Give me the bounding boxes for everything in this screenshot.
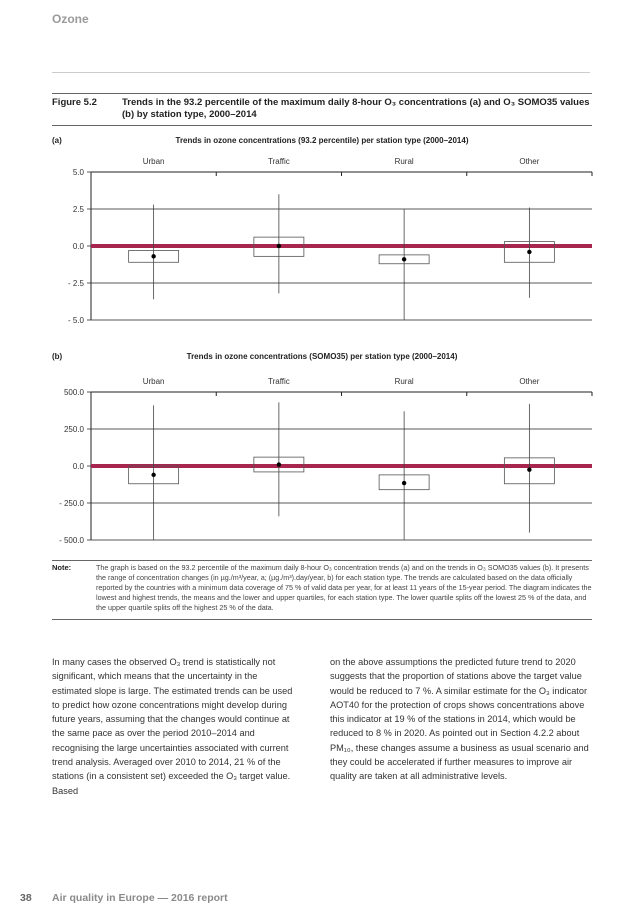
page-footer — [20, 892, 228, 904]
chart-a-mean-marker — [527, 250, 531, 254]
body-column-right: on the above assumptions the predicted future trend to 2020 suggests that the proportion of stations above the target value would be reduced to 7 %. A similar estimate for the O₃ indicator AOT40 for the protection of crops shows concentrations above this indicator at 19 % of the stations in 2014, which would be reduced to 8 % in 2020. As pointed out in Section 4.2.2 about PM₁₀, these changes assume a business as usual scenario and they could be accelerated if further measures to improve air quality are taken at all administrative levels. — [330, 657, 589, 782]
chart-a-tick-label: 2.5 — [72, 205, 84, 214]
chart-b-category-label: Rural — [394, 377, 414, 386]
chart-a-tick-label: - 5.0 — [67, 316, 84, 325]
chart-b-category-label: Urban — [142, 377, 165, 386]
chart-b — [0, 370, 640, 550]
chart-a-mean-marker — [277, 244, 281, 248]
chart-b-tick-label: 500.0 — [63, 388, 84, 397]
chart-b-tick-label: - 250.0 — [59, 499, 84, 508]
chart-a-category-label: Traffic — [267, 157, 290, 166]
page-number: 38 — [20, 892, 32, 904]
chart-a-tick-label: 0.0 — [72, 242, 84, 251]
chart-a-category-label: Other — [519, 157, 540, 166]
chart-b-category-label: Other — [519, 377, 540, 386]
panel-b-title: Trends in ozone concentrations (SOMO35) per station type (2000–2014) — [186, 352, 458, 361]
note-label: Note: — [52, 563, 72, 572]
chart-b-tick-label: - 500.0 — [59, 536, 84, 545]
panel-a-label: (a) — [52, 136, 62, 145]
section-header: Ozone — [52, 12, 89, 26]
panel-a-title: Trends in ozone concentrations (93.2 percentile) per station type (2000–2014) — [175, 136, 469, 145]
chart-a-tick-label: - 2.5 — [67, 279, 84, 288]
chart-a-category-label: Rural — [394, 157, 414, 166]
chart-a-tick-label: 5.0 — [72, 168, 84, 177]
chart-b-mean-marker — [527, 468, 531, 472]
chart-b-tick-label: 0.0 — [72, 462, 84, 471]
chart-a — [0, 150, 640, 330]
chart-b-category-label: Traffic — [267, 377, 290, 386]
footer-title: Air quality in Europe — 2016 report — [52, 892, 228, 904]
header-rule — [52, 72, 590, 73]
figure-title: Trends in the 93.2 percentile of the maximum daily 8-hour O₃ concentrations (a) and O₃ SOMO35 values (b) by station type, 2000–2014 — [122, 97, 590, 120]
chart-b-mean-marker — [402, 481, 406, 485]
body-column-left: In many cases the observed O₃ trend is statistically not significant, which means that the uncertainty in the estimated slope is large. The estimated trends can be used to predict how ozone concentrations might develop during future years, assuming that the changes would continue at the same pace as over the period 2010–2014 and recognising the large uncertainties associated with current trend analysis. Averaged over 2010 to 2014, 21 % of the stations (in a consistent set) exceeded the O₃ target value. Based — [52, 657, 293, 796]
chart-a-mean-marker — [402, 257, 406, 261]
note-text: The graph is based on the 93.2 percentile of the maximum daily 8-hour O₃ concentration trends (a) and on the trends in O₃ SOMO35 values (b). It presents the range of concentration changes (in µg./m³/year, a; (µg./m³).day/year, b) for each station type. The trends are calculated based on the data officially reported by the countries with a minimum data coverage of 75 % of valid data per year, for at least 11 years of the 15-year period. The diagram indicates the lowest and highest trends, the means and the lower and upper quartiles, for each station type. The lower quartile splits off the lowest 25 % of the data, and the upper quartile splits off the highest 25 % of the data. — [96, 563, 592, 612]
panel-b-label: (b) — [52, 352, 63, 361]
figure-header — [52, 93, 592, 126]
figure-label: Figure 5.2 — [52, 97, 97, 108]
chart-b-mean-marker — [277, 462, 281, 466]
chart-a-mean-marker — [151, 254, 155, 258]
chart-b-mean-marker — [151, 473, 155, 477]
chart-b-tick-label: 250.0 — [63, 425, 84, 434]
chart-a-category-label: Urban — [142, 157, 165, 166]
figure-note — [52, 560, 592, 620]
